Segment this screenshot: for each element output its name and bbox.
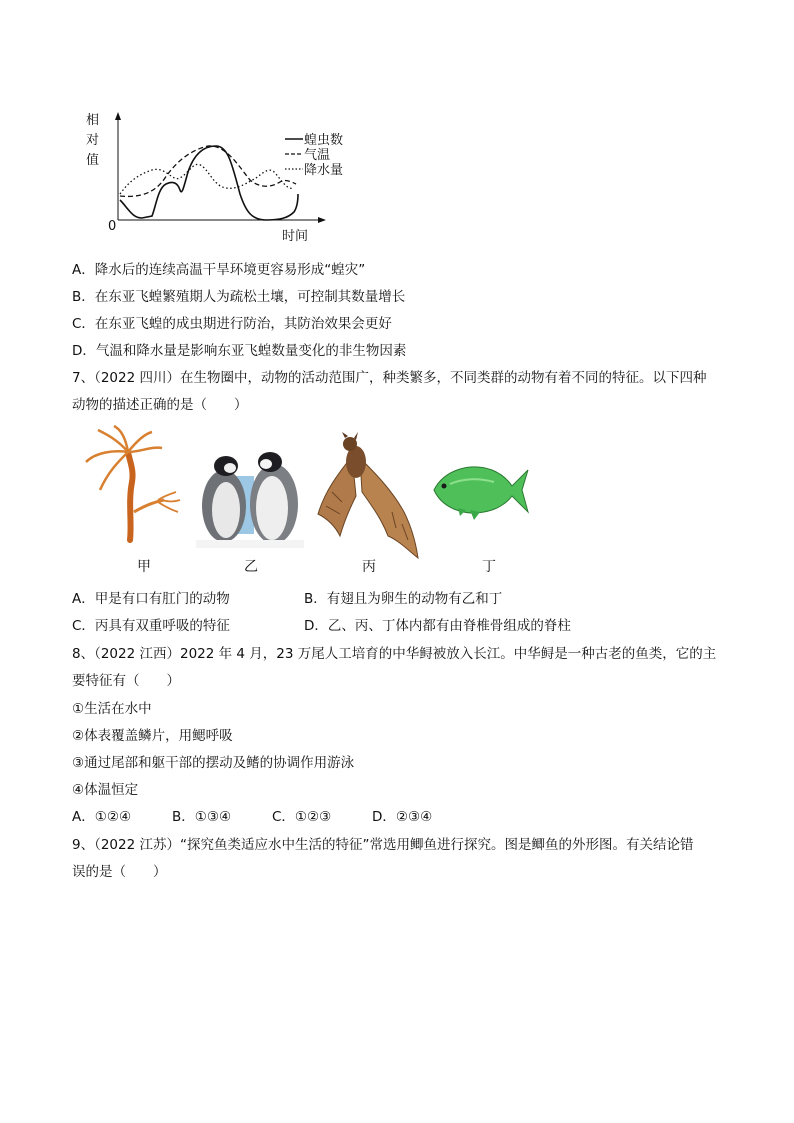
chart-xlabel: 时间 — [282, 229, 309, 244]
q8-option-d: D．②③④ — [372, 809, 433, 825]
q6-option-c: C．在东亚飞蝗的成虫期进行防治，其防治效果会更好 — [72, 316, 392, 332]
chart-ylabel-char: 值 — [86, 153, 100, 168]
legend-temperature: 气温 — [304, 148, 331, 163]
precipitation-line — [120, 164, 294, 194]
fish-image — [430, 456, 530, 522]
chart-ylabel-char: 相 — [86, 113, 100, 128]
locust-line — [120, 146, 298, 220]
q9-stem-line1: 9、（2022 江苏）“探究鱼类适应水中生活的特征”常选用鲫鱼进行探究。图是鲫鱼的外形图。有关结论错 — [72, 837, 694, 853]
chart-origin: 0 — [108, 219, 117, 234]
y-axis-arrow — [115, 112, 121, 120]
q8-item-2: ②体表覆盖鳞片，用鳃呼吸 — [72, 728, 233, 744]
q8-option-c: C．①②③ — [272, 809, 332, 825]
bat-image — [312, 432, 424, 560]
chart-ylabel-char: 对 — [86, 133, 100, 148]
q7-option-d: D．乙、丙、丁体内都有由脊椎骨组成的脊柱 — [304, 618, 571, 634]
label-jia: 甲 — [137, 559, 151, 575]
q7-stem-line2: 动物的描述正确的是（ ） — [72, 397, 248, 413]
q8-stem-line2: 要特征有（ ） — [72, 673, 180, 689]
q8-item-4: ④体温恒定 — [72, 782, 139, 798]
legend-locust: 蝗虫数 — [304, 133, 344, 148]
x-axis-arrow — [318, 217, 326, 223]
q8-stem-line1: 8、（2022 江西）2022 年 4 月，23 万尾人工培育的中华鲟被放入长江。中华鲟是一种古老的鱼类，它的主 — [72, 646, 717, 662]
q7-option-b: B．有翅且为卵生的动物有乙和丁 — [304, 591, 503, 607]
label-yi: 乙 — [244, 559, 258, 575]
q8-item-3: ③通过尾部和躯干部的摆动及鳍的协调作用游泳 — [72, 755, 355, 771]
q6-option-a: A．降水后的连续高温干旱环境更容易形成“蝗灾” — [72, 262, 366, 278]
q9-stem-line2: 误的是（ ） — [72, 864, 167, 880]
q7-option-a: A．甲是有口有肛门的动物 — [72, 591, 230, 607]
hydra-image — [78, 422, 188, 547]
q6-option-d: D．气温和降水量是影响东亚飞蝗数量变化的非生物因素 — [72, 343, 407, 359]
q7-option-c: C．丙具有双重呼吸的特征 — [72, 618, 230, 634]
legend-precipitation: 降水量 — [304, 163, 344, 178]
label-bing: 丙 — [362, 559, 376, 575]
temperature-line — [120, 146, 296, 197]
q8-option-b: B．①③④ — [172, 809, 232, 825]
q6-option-b: B．在东亚飞蝗繁殖期人为疏松土壤，可控制其数量增长 — [72, 289, 406, 305]
q7-stem-line1: 7、（2022 四川）在生物圈中，动物的活动范围广，种类繁多，不同类群的动物有着不同的特征。以下四种 — [72, 370, 707, 386]
penguin-image — [196, 448, 304, 548]
q8-option-a: A．①②④ — [72, 809, 132, 825]
label-ding: 丁 — [482, 559, 496, 575]
population-chart — [80, 108, 370, 248]
q8-item-1: ①生活在水中 — [72, 701, 152, 717]
